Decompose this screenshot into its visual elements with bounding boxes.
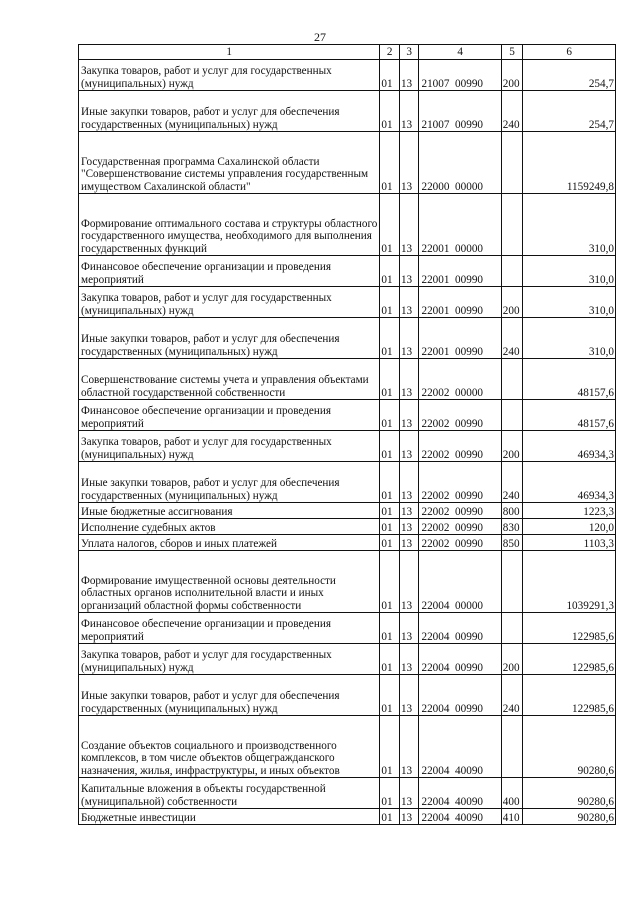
row-target-article: 22004 40090 xyxy=(419,716,501,778)
table-row xyxy=(79,359,616,400)
row-expense-type xyxy=(501,551,523,613)
row-section: 01 xyxy=(380,256,400,287)
row-name: Иные бюджетные ассигнования xyxy=(79,503,380,519)
row-expense-type: 200 xyxy=(501,644,523,675)
row-target-article: 22002 00990 xyxy=(419,462,501,503)
row-amount: 90280,6 xyxy=(523,716,616,778)
row-subsection: 13 xyxy=(399,318,419,359)
row-name: Формирование оптимального состава и структуры областного государственного имущества, необходимого для выполнения государственных функций xyxy=(79,194,380,256)
row-amount: 254,7 xyxy=(523,60,616,91)
row-section: 01 xyxy=(380,359,400,400)
row-target-article: 22001 00000 xyxy=(419,194,501,256)
row-amount: 46934,3 xyxy=(523,431,616,462)
table-row xyxy=(79,551,616,613)
row-section: 01 xyxy=(380,287,400,318)
row-section: 01 xyxy=(380,132,400,194)
row-target-article: 22000 00000 xyxy=(419,132,501,194)
row-subsection: 13 xyxy=(399,132,419,194)
row-subsection: 13 xyxy=(399,551,419,613)
table-header xyxy=(79,45,616,60)
row-subsection: 13 xyxy=(399,194,419,256)
row-subsection: 13 xyxy=(399,91,419,132)
row-section: 01 xyxy=(380,400,400,431)
row-subsection: 13 xyxy=(399,60,419,91)
row-target-article: 22004 00990 xyxy=(419,644,501,675)
row-name: Иные закупки товаров, работ и услуг для обеспечения государственных (муниципальных) нужд xyxy=(79,675,380,716)
row-section: 01 xyxy=(380,809,400,825)
row-amount: 122985,6 xyxy=(523,675,616,716)
header-col-amount: 6 xyxy=(523,45,616,60)
row-subsection: 13 xyxy=(399,462,419,503)
row-target-article: 22004 00990 xyxy=(419,613,501,644)
table-row xyxy=(79,778,616,809)
row-subsection: 13 xyxy=(399,359,419,400)
row-name: Иные закупки товаров, работ и услуг для обеспечения государственных (муниципальных) нужд xyxy=(79,91,380,132)
row-name: Финансовое обеспечение организации и проведения мероприятий xyxy=(79,256,380,287)
table-row xyxy=(79,194,616,256)
row-target-article: 22001 00990 xyxy=(419,256,501,287)
table-row xyxy=(79,91,616,132)
row-subsection: 13 xyxy=(399,675,419,716)
row-name: Формирование имущественной основы деятельности областных органов исполнительной власти и иных организаций областной формы собственности xyxy=(79,551,380,613)
row-expense-type xyxy=(501,613,523,644)
row-target-article: 22002 00990 xyxy=(419,431,501,462)
row-target-article: 22001 00990 xyxy=(419,287,501,318)
row-name: Создание объектов социального и производственного комплексов, в том числе объектов общегражданского назначения, жилья, инфраструктуры, и иных объектов xyxy=(79,716,380,778)
row-subsection: 13 xyxy=(399,778,419,809)
row-section: 01 xyxy=(380,318,400,359)
row-amount: 122985,6 xyxy=(523,644,616,675)
row-target-article: 22002 00990 xyxy=(419,535,501,551)
table-row xyxy=(79,809,616,825)
row-amount: 1103,3 xyxy=(523,535,616,551)
row-name: Исполнение судебных актов xyxy=(79,519,380,535)
table-row xyxy=(79,287,616,318)
header-col-subsection: 3 xyxy=(399,45,419,60)
row-name: Уплата налогов, сборов и иных платежей xyxy=(79,535,380,551)
table-row xyxy=(79,462,616,503)
row-section: 01 xyxy=(380,613,400,644)
row-name: Закупка товаров, работ и услуг для государственных (муниципальных) нужд xyxy=(79,431,380,462)
table-row xyxy=(79,644,616,675)
row-expense-type: 850 xyxy=(501,535,523,551)
budget-table xyxy=(78,44,616,825)
table-row xyxy=(79,675,616,716)
table-row xyxy=(79,431,616,462)
row-name: Государственная программа Сахалинской области "Совершенствование системы управления государственным имуществом Сахалинской области" xyxy=(79,132,380,194)
row-section: 01 xyxy=(380,91,400,132)
table-row xyxy=(79,132,616,194)
row-amount: 46934,3 xyxy=(523,462,616,503)
row-expense-type: 200 xyxy=(501,431,523,462)
row-name: Совершенствование системы учета и управления объектами областной государственной собственности xyxy=(79,359,380,400)
table-row xyxy=(79,535,616,551)
row-subsection: 13 xyxy=(399,287,419,318)
row-target-article: 22002 00990 xyxy=(419,503,501,519)
table-row xyxy=(79,256,616,287)
row-expense-type: 410 xyxy=(501,809,523,825)
row-section: 01 xyxy=(380,778,400,809)
row-subsection: 13 xyxy=(399,503,419,519)
row-name: Иные закупки товаров, работ и услуг для обеспечения государственных (муниципальных) нужд xyxy=(79,462,380,503)
row-name: Капитальные вложения в объекты государственной (муниципальной) собственности xyxy=(79,778,380,809)
row-expense-type: 240 xyxy=(501,318,523,359)
row-subsection: 13 xyxy=(399,716,419,778)
row-target-article: 22004 00990 xyxy=(419,675,501,716)
row-section: 01 xyxy=(380,462,400,503)
row-section: 01 xyxy=(380,194,400,256)
row-subsection: 13 xyxy=(399,809,419,825)
row-amount: 310,0 xyxy=(523,287,616,318)
table-row xyxy=(79,400,616,431)
table-body xyxy=(79,60,616,825)
table-row xyxy=(79,503,616,519)
row-subsection: 13 xyxy=(399,431,419,462)
row-expense-type: 200 xyxy=(501,287,523,318)
row-target-article: 21007 00990 xyxy=(419,91,501,132)
row-expense-type xyxy=(501,400,523,431)
row-name: Бюджетные инвестиции xyxy=(79,809,380,825)
row-expense-type: 830 xyxy=(501,519,523,535)
row-section: 01 xyxy=(380,535,400,551)
row-amount: 254,7 xyxy=(523,91,616,132)
row-subsection: 13 xyxy=(399,535,419,551)
row-target-article: 22002 00990 xyxy=(419,400,501,431)
row-name: Закупка товаров, работ и услуг для государственных (муниципальных) нужд xyxy=(79,287,380,318)
row-target-article: 21007 00990 xyxy=(419,60,501,91)
row-section: 01 xyxy=(380,519,400,535)
row-subsection: 13 xyxy=(399,644,419,675)
row-amount: 122985,6 xyxy=(523,613,616,644)
row-amount: 120,0 xyxy=(523,519,616,535)
row-section: 01 xyxy=(380,551,400,613)
row-expense-type: 240 xyxy=(501,462,523,503)
table-row xyxy=(79,716,616,778)
table-row xyxy=(79,60,616,91)
table-row xyxy=(79,318,616,359)
row-name: Закупка товаров, работ и услуг для государственных (муниципальных) нужд xyxy=(79,60,380,91)
row-section: 01 xyxy=(380,503,400,519)
row-section: 01 xyxy=(380,716,400,778)
row-expense-type xyxy=(501,359,523,400)
header-col-target-article: 4 xyxy=(419,45,501,60)
row-target-article: 22004 00000 xyxy=(419,551,501,613)
row-amount: 90280,6 xyxy=(523,809,616,825)
row-amount: 310,0 xyxy=(523,256,616,287)
row-name: Финансовое обеспечение организации и проведения мероприятий xyxy=(79,613,380,644)
row-section: 01 xyxy=(380,60,400,91)
row-name: Закупка товаров, работ и услуг для государственных (муниципальных) нужд xyxy=(79,644,380,675)
row-subsection: 13 xyxy=(399,519,419,535)
row-expense-type: 240 xyxy=(501,91,523,132)
row-expense-type: 240 xyxy=(501,675,523,716)
row-expense-type xyxy=(501,256,523,287)
row-amount: 310,0 xyxy=(523,318,616,359)
row-subsection: 13 xyxy=(399,400,419,431)
row-section: 01 xyxy=(380,675,400,716)
header-col-section: 2 xyxy=(380,45,400,60)
row-amount: 1223,3 xyxy=(523,503,616,519)
page-number: 27 xyxy=(314,30,326,44)
row-amount: 48157,6 xyxy=(523,400,616,431)
row-target-article: 22004 40090 xyxy=(419,778,501,809)
row-expense-type xyxy=(501,194,523,256)
row-subsection: 13 xyxy=(399,613,419,644)
row-subsection: 13 xyxy=(399,256,419,287)
row-name: Финансовое обеспечение организации и проведения мероприятий xyxy=(79,400,380,431)
row-amount: 90280,6 xyxy=(523,778,616,809)
header-col-expense-type: 5 xyxy=(501,45,523,60)
table-row xyxy=(79,519,616,535)
row-expense-type xyxy=(501,132,523,194)
row-target-article: 22001 00990 xyxy=(419,318,501,359)
row-target-article: 22002 00000 xyxy=(419,359,501,400)
header-col-name: 1 xyxy=(79,45,380,60)
row-amount: 1159249,8 xyxy=(523,132,616,194)
row-amount: 48157,6 xyxy=(523,359,616,400)
row-expense-type: 400 xyxy=(501,778,523,809)
row-section: 01 xyxy=(380,644,400,675)
row-section: 01 xyxy=(380,431,400,462)
row-expense-type: 800 xyxy=(501,503,523,519)
row-target-article: 22002 00990 xyxy=(419,519,501,535)
row-target-article: 22004 40090 xyxy=(419,809,501,825)
row-amount: 1039291,3 xyxy=(523,551,616,613)
row-amount: 310,0 xyxy=(523,194,616,256)
row-name: Иные закупки товаров, работ и услуг для обеспечения государственных (муниципальных) нужд xyxy=(79,318,380,359)
row-expense-type xyxy=(501,716,523,778)
table-row xyxy=(79,613,616,644)
row-expense-type: 200 xyxy=(501,60,523,91)
